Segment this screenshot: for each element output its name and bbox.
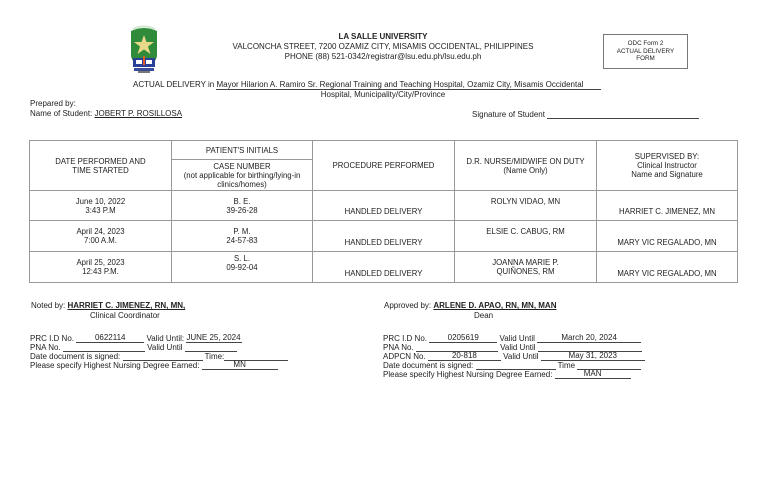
cell-supervisor: HARRIET C. JIMENEZ, MN [597,191,738,221]
initials-value: P. M. [233,227,251,236]
noted-by-title: Clinical Coordinator [90,311,160,320]
cell-date [30,252,172,283]
student-name-label: Name of Student: [30,109,95,118]
noted-by-line [31,301,185,310]
approved-by-line [384,301,556,310]
valid-until-label: Valid Until [497,343,538,352]
header-nurse [455,141,597,191]
prepared-by-label: Prepared by: [30,99,76,108]
university-seal-icon [128,25,160,75]
date-signed-label: Date document is signed: [30,352,123,361]
prc-id-field[interactable]: 0205619 [429,333,497,343]
pna-label: PNA No. [383,343,416,352]
prc-id-field[interactable]: 0622114 [76,333,144,343]
degree-label: Please specify Highest Nursing Degree Earned: [383,370,555,379]
valid-until-label: Valid Until [144,343,185,352]
university-name: LA SALLE UNIVERSITY [338,32,428,41]
prc-label: PRC I.D No. [30,334,77,343]
time-label: Time [555,361,578,370]
case-number-value: 09-92-04 [226,263,258,272]
adpcn-label: ADPCN No. [383,352,428,361]
cell-nurse: ELSIE C. CABUG, RM [455,221,597,252]
table-row [30,191,738,221]
form-title-line1: ACTUAL DELIVERY [616,47,675,55]
form-title-line2: FORM [636,55,655,63]
table-header-row [30,141,738,160]
header-supervised-by [597,141,738,191]
header-case-number-title: CASE NUMBER [213,161,271,171]
header-nurse-note: (Name Only) [503,165,548,175]
approved-by-name: ARLENE D. APAO, RN, MN, MAN [433,301,557,310]
case-number-value: 39-26-28 [226,205,258,215]
degree-field[interactable]: MAN [555,369,631,379]
student-name-line [30,109,182,118]
delivery-location-value: Mayor Hilarion A. Ramiro Sr. Regional Training and Teaching Hospital, Ozamiz City, Misamis Occidental [216,80,601,90]
header-case-number-note: (not applicable for birthing/lying-in clinics/homes) [183,170,301,189]
header-supervised-line3: Name and Signature [631,170,703,179]
table-row [30,252,738,283]
noted-degree-line [30,360,278,370]
cell-date [30,221,172,252]
cell-procedure: HANDLED DELIVERY [313,252,455,283]
time-value: 7:00 A.M. [84,236,117,245]
cell-procedure: HANDLED DELIVERY [313,191,455,221]
header-case-number [172,160,313,191]
noted-by-label: Noted by: [31,301,68,310]
delivery-location-caption: Hospital, Municipality/City/Province [320,90,446,99]
cell-nurse: ROLYN VIDAO, MN [455,191,597,221]
cell-supervisor: MARY VIC REGALADO, MN [597,252,738,283]
university-contact: PHONE (88) 521-0342/registrar@lsu.edu.ph/lsu.edu.ph [284,52,482,61]
cell-patient [172,221,313,252]
approved-by-title: Dean [474,311,494,320]
delivery-location-prefix: ACTUAL DELIVERY in [133,80,217,89]
initials-value: B. E. [233,196,251,206]
header-supervised-title: SUPERVISED BY: [634,152,700,161]
header-date: DATE PERFORMED AND TIME STARTED [30,141,172,191]
degree-field[interactable]: MN [202,360,278,370]
valid-until-label: Valid Until [500,352,541,361]
case-number-value: 24-57-83 [226,236,258,245]
prc-valid-until-field[interactable]: JUNE 25, 2024 [186,333,241,342]
valid-until-label: Valid Until [497,334,538,343]
valid-until-label: Valid Until: [144,334,187,343]
date-value: April 25, 2023 [76,258,125,267]
header-patient-initials: PATIENT'S INITIALS [172,141,313,160]
cell-nurse: JOANNA MARIE P. QUIÑONES, RM [455,252,597,283]
cell-patient [172,252,313,283]
university-address: VALCONCHA STREET, 7200 OZAMIZ CITY, MISAMIS OCCIDENTAL, PHILIPPINES [232,42,534,51]
delivery-location-line [133,80,601,90]
adpcn-valid-until-field[interactable]: May 31, 2023 [541,351,645,361]
date-signed-label: Date document is signed: [383,361,476,370]
approved-by-label: Approved by: [384,301,434,310]
time-value: 12:43 P.M. [82,267,119,276]
prc-label: PRC I.D No. [383,334,430,343]
time-label: Time: [202,352,225,361]
noted-by-name: HARRIET C. JIMENEZ, RN, MN, [67,301,186,310]
prc-valid-until-field[interactable]: March 20, 2024 [537,333,641,343]
table-row [30,221,738,252]
student-signature-label: Signature of Student [472,110,548,119]
student-name: JOBERT P. ROSILLOSA [94,109,183,118]
date-value: April 24, 2023 [76,227,125,236]
degree-label: Please specify Highest Nursing Degree Earned: [30,361,202,370]
time-value: 3:43 P.M [85,205,116,215]
date-value: June 10, 2022 [75,196,126,206]
adpcn-number-field[interactable]: 20-818 [428,351,501,361]
cell-supervisor: MARY VIC REGALADO, MN [597,221,738,252]
header-procedure: PROCEDURE PERFORMED [313,141,455,191]
student-signature-line [472,109,699,119]
student-signature-field[interactable] [547,109,699,119]
form-code-box [603,34,688,69]
header-supervised-line2: Clinical Instructor [637,161,697,170]
form-code: ODC Form 2 [627,40,664,48]
header-nurse-title: D.R. NURSE/MIDWIFE ON DUTY [466,156,585,166]
cell-patient [172,191,313,221]
initials-value: S. L. [233,254,251,263]
approved-degree-line [383,369,631,379]
pna-label: PNA No. [30,343,63,352]
cell-procedure: HANDLED DELIVERY [313,221,455,252]
cell-date [30,191,172,221]
delivery-table [29,140,738,283]
